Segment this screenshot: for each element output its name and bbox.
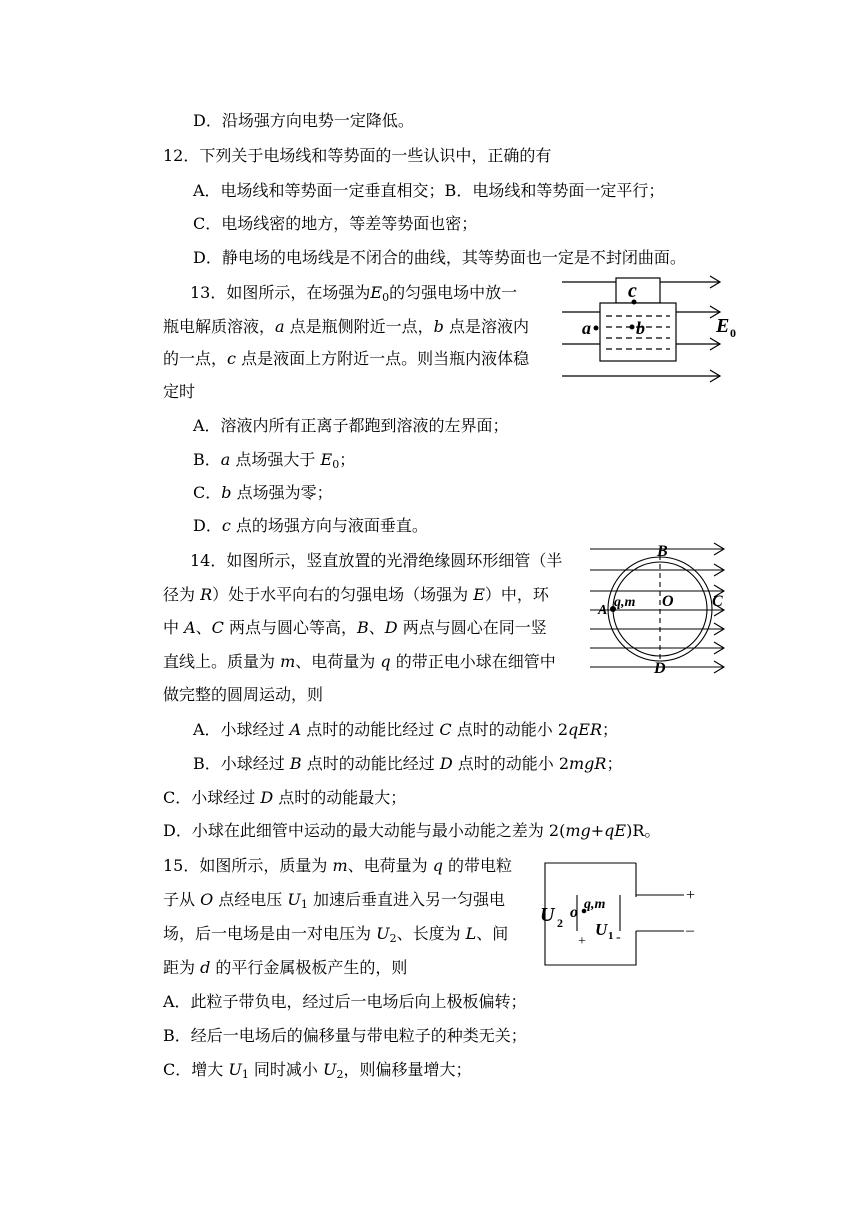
q12-option-d: D．静电场的电场线是不闭合的曲线，其等势面也一定是不封闭曲面。 [193, 248, 686, 267]
q15-option-b: B．经后一电场后的偏移量与带电粒子的种类无关； [163, 1026, 527, 1045]
q15-stem-line1: 15．如图所示，质量为 m、电荷量为 q 的带电粒 [163, 856, 513, 875]
q14-stem-line4: 直线上。质量为 m、电荷量为 q 的带正电小球在细管中 [163, 652, 556, 671]
q14-stem-line5: 做完整的圆周运动，则 [163, 685, 324, 704]
q15-fig-accel-minus: - [616, 930, 621, 945]
q14-fig-label-o: O [662, 593, 674, 610]
q15-fig-label-u: U [540, 904, 555, 926]
q15-option-c: C．增大 $U_1$ 同时减小 $U_2$，则偏移量增大； [163, 1060, 472, 1081]
q15-option-a: A．此粒子带负电，经过后一电场后向上极板偏转； [163, 992, 527, 1011]
q13-fig-label-a: a [582, 318, 591, 338]
q14-fig-label-a: A [598, 603, 608, 618]
q14-fig-label-c: C [712, 593, 723, 610]
q13-option-d: D．c 点的场强方向与液面垂直。 [193, 516, 428, 535]
q14-option-d: D．小球在此细管中运动的最大动能与最小动能之差为 2(mg+qE)R。 [163, 821, 661, 840]
q13-fig-label-e: E [716, 315, 730, 337]
q15-plates-figure [540, 855, 710, 970]
q15-fig-label-u1-sub: 1 [608, 930, 614, 942]
q14-fig-label-d: D [654, 660, 666, 677]
q12-stem: 12．下列关于电场线和等势面的一些认识中，正确的有 [163, 146, 552, 165]
q13-bottle-figure [560, 272, 740, 387]
q14-stem-line1: 14．如图所示，竖直放置的光滑绝缘圆环形细管（半 [190, 551, 563, 570]
q15-fig-accel-plus: + [578, 934, 586, 949]
q15-fig-plate-minus: – [686, 922, 694, 939]
q15-stem-line2: 子从 O 点经电压 $U_1$ 加速后垂直进入另一匀强电 [163, 890, 505, 911]
q14-stem-line2: 径为 R）处于水平向右的匀强电场（场强为 E）中，环 [163, 585, 549, 604]
q12-option-c: C．电场线密的地方，等差等势面也密； [193, 214, 478, 233]
q11-option-d: D．沿场强方向电势一定降低。 [193, 111, 414, 130]
q13-option-c: C．b 点场强为零； [193, 483, 333, 502]
q15-stem-line3: 场，后一电场是由一对电压为 $U_2$、长度为 L、间 [163, 924, 509, 945]
q14-fig-label-b: B [657, 543, 668, 560]
q15-fig-label-u1: U [595, 920, 608, 939]
q13-stem-line1: 13．如图所示，在场强为$E_0$的匀强电场中放一 [190, 283, 518, 304]
q13-stem-line3: 的一点，c 点是液面上方附近一点。则当瓶内液体稳 [163, 349, 530, 368]
q13-fig-label-b: b [636, 318, 645, 338]
q15-fig-label-o: o [570, 904, 578, 921]
q14-fig-label-qm: q,m [614, 595, 636, 610]
q12-options-ab: A．电场线和等势面一定垂直相交；B．电场线和等势面一定平行； [193, 181, 665, 200]
q14-option-c: C．小球经过 D 点时的动能最大； [163, 788, 407, 807]
q13-option-a: A．溶液内所有正离子都跑到溶液的左界面； [193, 416, 509, 435]
q13-option-b: B．a 点场强大于 $E_0$； [193, 450, 356, 471]
q15-fig-label-u2-sub: 2 [557, 916, 563, 930]
q13-stem-line2: 瓶电解质溶液，a 点是瓶侧附近一点，b 点是溶液内 [163, 317, 529, 336]
q13-stem-line4: 定时 [163, 382, 196, 401]
q13-fig-label-e-sub: 0 [730, 326, 736, 340]
q14-stem-line3: 中 A、C 两点与圆心等高，B、D 两点与圆心在同一竖 [163, 618, 547, 637]
q14-option-a: A．小球经过 A 点时的动能比经过 C 点时的动能小 2qER； [193, 720, 618, 739]
q13-fig-label-c: c [628, 280, 637, 302]
q14-option-b: B．小球经过 B 点时的动能比经过 D 点时的动能小 2mgR； [193, 754, 623, 773]
q15-fig-label-qm: q,m [584, 897, 606, 912]
q15-fig-plate-plus: + [686, 887, 696, 904]
q14-ring-figure [588, 540, 738, 680]
q15-stem-line4: 距为 d 的平行金属极板产生的，则 [163, 958, 408, 977]
